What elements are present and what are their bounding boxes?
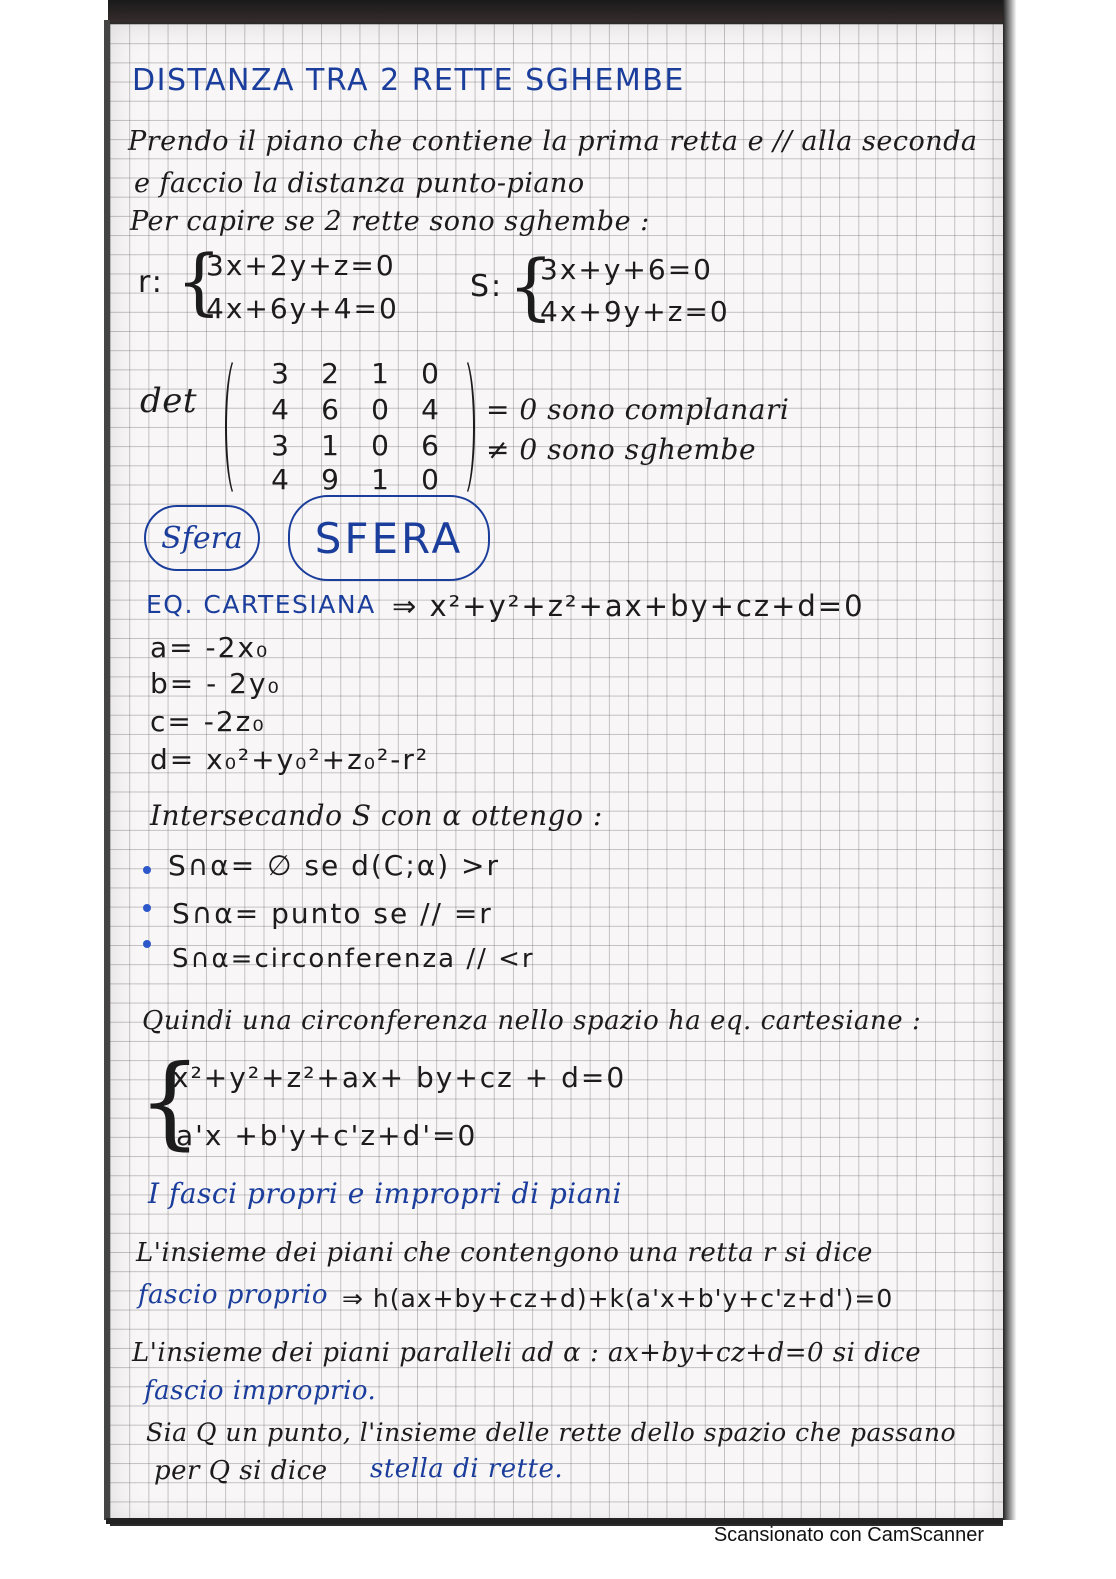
fasci-line-3: Sia Q un punto, l'insieme delle rette dello spazio che passano	[146, 1418, 957, 1447]
fascio-proprio-label: fascio proprio	[138, 1280, 329, 1310]
sfera-cloud-big-label: SFERA	[314, 513, 464, 563]
matrix-cell: 0	[371, 429, 389, 462]
cartesian-label: EQ. CARTESIANA	[146, 590, 376, 619]
matrix-cell: 4	[271, 463, 289, 496]
intersections-heading: Intersecando S con α ottengo :	[150, 799, 603, 832]
sfera-cloud-small	[144, 505, 260, 571]
matrix-cell: 6	[421, 429, 439, 462]
bullet-marker	[143, 904, 151, 912]
matrix-row	[255, 357, 455, 390]
matrix-cell: 2	[321, 357, 339, 390]
det-label: det	[140, 381, 198, 421]
system-s-eq2: 4x+9y+z=0	[540, 295, 730, 328]
matrix-row	[255, 463, 455, 496]
bullet-marker	[143, 940, 151, 948]
matrix-cell: 3	[271, 357, 289, 390]
system-s-brace: {	[508, 244, 554, 328]
circle-heading: Quindi una circonferenza nello spazio ha eq. cartesiane :	[142, 1006, 922, 1036]
matrix-cell: 0	[421, 357, 439, 390]
system-r-brace: {	[176, 239, 222, 323]
intro-line-2: e faccio la distanza punto-piano	[134, 168, 585, 199]
det-result-complanari: = 0 sono complanari	[486, 393, 790, 426]
circle-eq2: a'x +b'y+c'z+d'=0	[176, 1119, 478, 1152]
matrix-cell: 1	[321, 429, 339, 462]
system-s-eq1: 3x+y+6=0	[540, 253, 713, 286]
fascio-proprio-equation: ⇒ h(ax+by+cz+d)+k(a'x+b'y+c'z+d')=0	[342, 1284, 894, 1313]
system-r-label: r:	[138, 265, 164, 300]
fasci-line-1: L'insieme dei piani che contengono una retta r si dice	[136, 1238, 873, 1268]
system-r-eq1: 3x+2y+z=0	[206, 249, 396, 282]
system-r-eq2: 4x+6y+4=0	[206, 292, 399, 325]
det-result-sghembe: ≠ 0 sono sghembe	[486, 433, 757, 466]
intersection-empty: S∩α= ∅ se d(C;α) >r	[168, 849, 501, 882]
matrix-cell: 9	[321, 463, 339, 496]
intro-line-3: Per capire se 2 rette sono sghembe :	[130, 206, 650, 237]
page-title: DISTANZA TRA 2 RETTE SGHEMBE	[132, 63, 685, 98]
matrix-left-paren	[225, 355, 249, 499]
stella-di-rette-label: stella di rette.	[370, 1454, 564, 1484]
intersection-point: S∩α= punto se // =r	[172, 897, 493, 930]
matrix-cell: 4	[271, 393, 289, 426]
cartesian-equation: ⇒ x²+y²+z²+ax+by+cz+d=0	[392, 589, 865, 623]
circle-system-brace: {	[138, 1043, 202, 1160]
fascio-improprio-label: fascio improprio.	[144, 1376, 377, 1406]
intro-line-1: Prendo il piano che contiene la prima retta e // alla seconda	[128, 126, 978, 157]
coef-d: d= x₀²+y₀²+z₀²-r²	[150, 743, 430, 776]
matrix-cell: 1	[371, 357, 389, 390]
matrix-cell: 1	[371, 463, 389, 496]
det-matrix	[225, 355, 475, 495]
fasci-line-4-prefix: per Q si dice	[154, 1456, 328, 1486]
sfera-cloud-small-label: Sfera	[161, 520, 243, 556]
sfera-cloud-big	[288, 495, 490, 581]
scan-right-edge	[1003, 0, 1116, 1520]
coef-c: c= -2z₀	[150, 705, 266, 738]
matrix-cell: 6	[321, 393, 339, 426]
coef-b: b= - 2y₀	[150, 667, 281, 700]
matrix-row	[255, 393, 455, 426]
system-s-label: S:	[470, 269, 504, 304]
matrix-cell: 3	[271, 429, 289, 462]
fasci-line-2: L'insieme dei piani paralleli ad α : ax+by+cz+d=0 si dice	[132, 1338, 922, 1368]
matrix-cell: 0	[371, 393, 389, 426]
intersection-circle: S∩α=circonferenza // <r	[172, 944, 535, 974]
camscanner-watermark: Scansionato con CamScanner	[713, 1524, 984, 1546]
matrix-cell: 4	[421, 393, 439, 426]
coef-a: a= -2x₀	[150, 631, 270, 664]
matrix-row	[255, 429, 455, 462]
circle-eq1: x²+y²+z²+ax+ by+cz + d=0	[172, 1061, 627, 1094]
bullet-marker	[143, 866, 151, 874]
fasci-heading: I fasci propri e impropri di piani	[148, 1177, 622, 1210]
matrix-cell: 0	[421, 463, 439, 496]
